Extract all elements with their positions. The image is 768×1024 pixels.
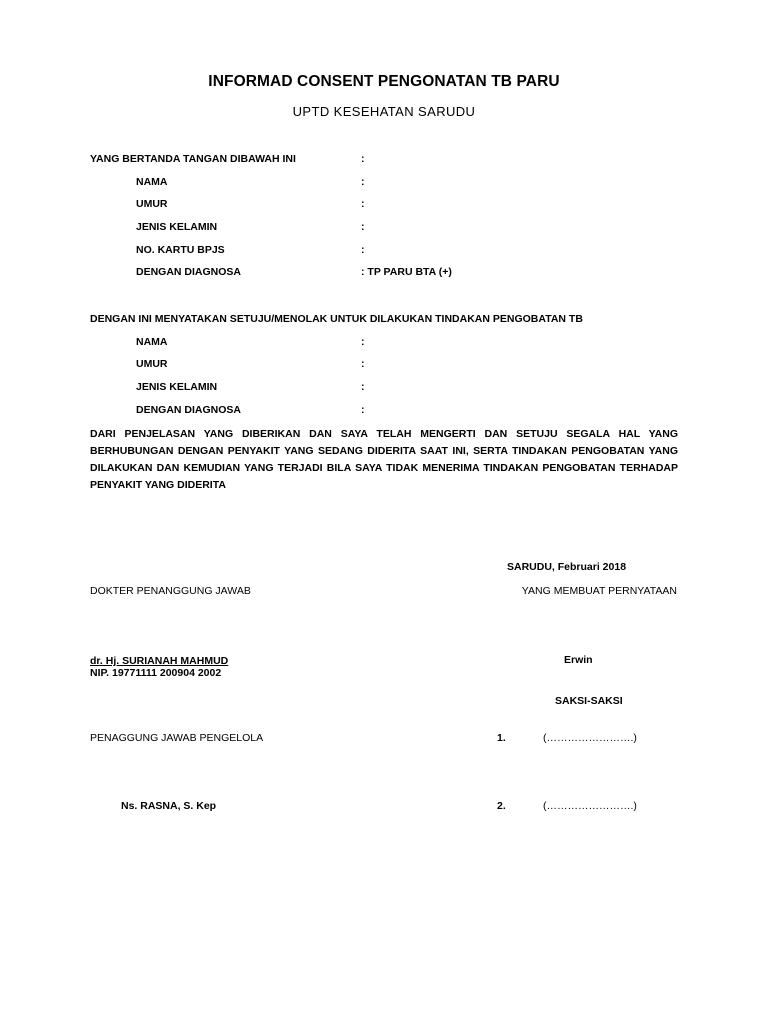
declarant-title: YANG MEMBUAT PERNYATAAN — [521, 585, 677, 597]
section1-label-umur: UMUR — [136, 198, 168, 210]
manager-name: Ns. RASNA, S. Kep — [121, 800, 217, 812]
witness-1-number: 1. — [497, 732, 506, 744]
section1-value-nama: : — [361, 176, 365, 188]
witness-2-number: 2. — [497, 800, 506, 812]
doctor-nip: NIP. 19771111 200904 2002 — [90, 667, 222, 679]
doctor-name: dr. Hj. SURIANAH MAHMUD — [90, 655, 229, 667]
section1-value-kartu-bpjs: : — [361, 244, 365, 256]
declarant-name: Erwin — [564, 654, 593, 666]
statement-paragraph: DARI PENJELASAN YANG DIBERIKAN DAN SAYA TELAH MENGERTI DAN SETUJU SEGALA HAL YANG BERHUBUNGAN DENGAN PENYAKIT YANG SEDANG DIDERITA SAAT INI, SERTA TINDAKAN PENGOBATAN YANG DILAKUKAN DAN KEMUDIAN YANG TERJADI BILA SAYA TIDAK MENERIMA TINDAKAN PENGOBATAN TERHADAP PENYAKIT YANG DIDERITA — [90, 428, 678, 491]
section2-label-diagnosa: DENGAN DIAGNOSA — [136, 404, 242, 416]
section1-label-diagnosa: DENGAN DIAGNOSA — [136, 266, 242, 278]
manager-title: PENAGGUNG JAWAB PENGELOLA — [90, 732, 264, 744]
section1-value-umur: : — [361, 198, 365, 210]
witness-1-blank: (…………………….) — [543, 732, 637, 744]
section1-value-diagnosa: : TP PARU BTA (+) — [361, 266, 452, 278]
section2-heading: DENGAN INI MENYATAKAN SETUJU/MENOLAK UNTUK DILAKUKAN TINDAKAN PENGOBATAN TB — [90, 313, 583, 325]
document-subtitle: UPTD KESEHATAN SARUDU — [292, 104, 476, 119]
section2-label-umur: UMUR — [136, 358, 168, 370]
section2-label-jenis-kelamin: JENIS KELAMIN — [136, 381, 218, 393]
section1-label-kartu-bpjs: NO. KARTU BPJS — [136, 244, 225, 256]
document-title: INFORMAD CONSENT PENGONATAN TB PARU — [208, 73, 560, 90]
section2-value-diagnosa: : — [361, 404, 365, 416]
place-date: SARUDU, Februari 2018 — [507, 561, 627, 573]
section1-label-jenis-kelamin: JENIS KELAMIN — [136, 221, 218, 233]
witness-2-blank: (…………………….) — [543, 800, 637, 812]
witnesses-title: SAKSI-SAKSI — [555, 695, 623, 707]
section1-heading-colon: : — [361, 153, 365, 165]
section1-heading: YANG BERTANDA TANGAN DIBAWAH INI — [90, 153, 296, 165]
section2-value-umur: : — [361, 358, 365, 370]
section2-value-jenis-kelamin: : — [361, 381, 365, 393]
section2-value-nama: : — [361, 336, 365, 348]
section1-value-jenis-kelamin: : — [361, 221, 365, 233]
doctor-title: DOKTER PENANGGUNG JAWAB — [90, 585, 251, 597]
section2-label-nama: NAMA — [136, 336, 168, 348]
section1-label-nama: NAMA — [136, 176, 168, 188]
